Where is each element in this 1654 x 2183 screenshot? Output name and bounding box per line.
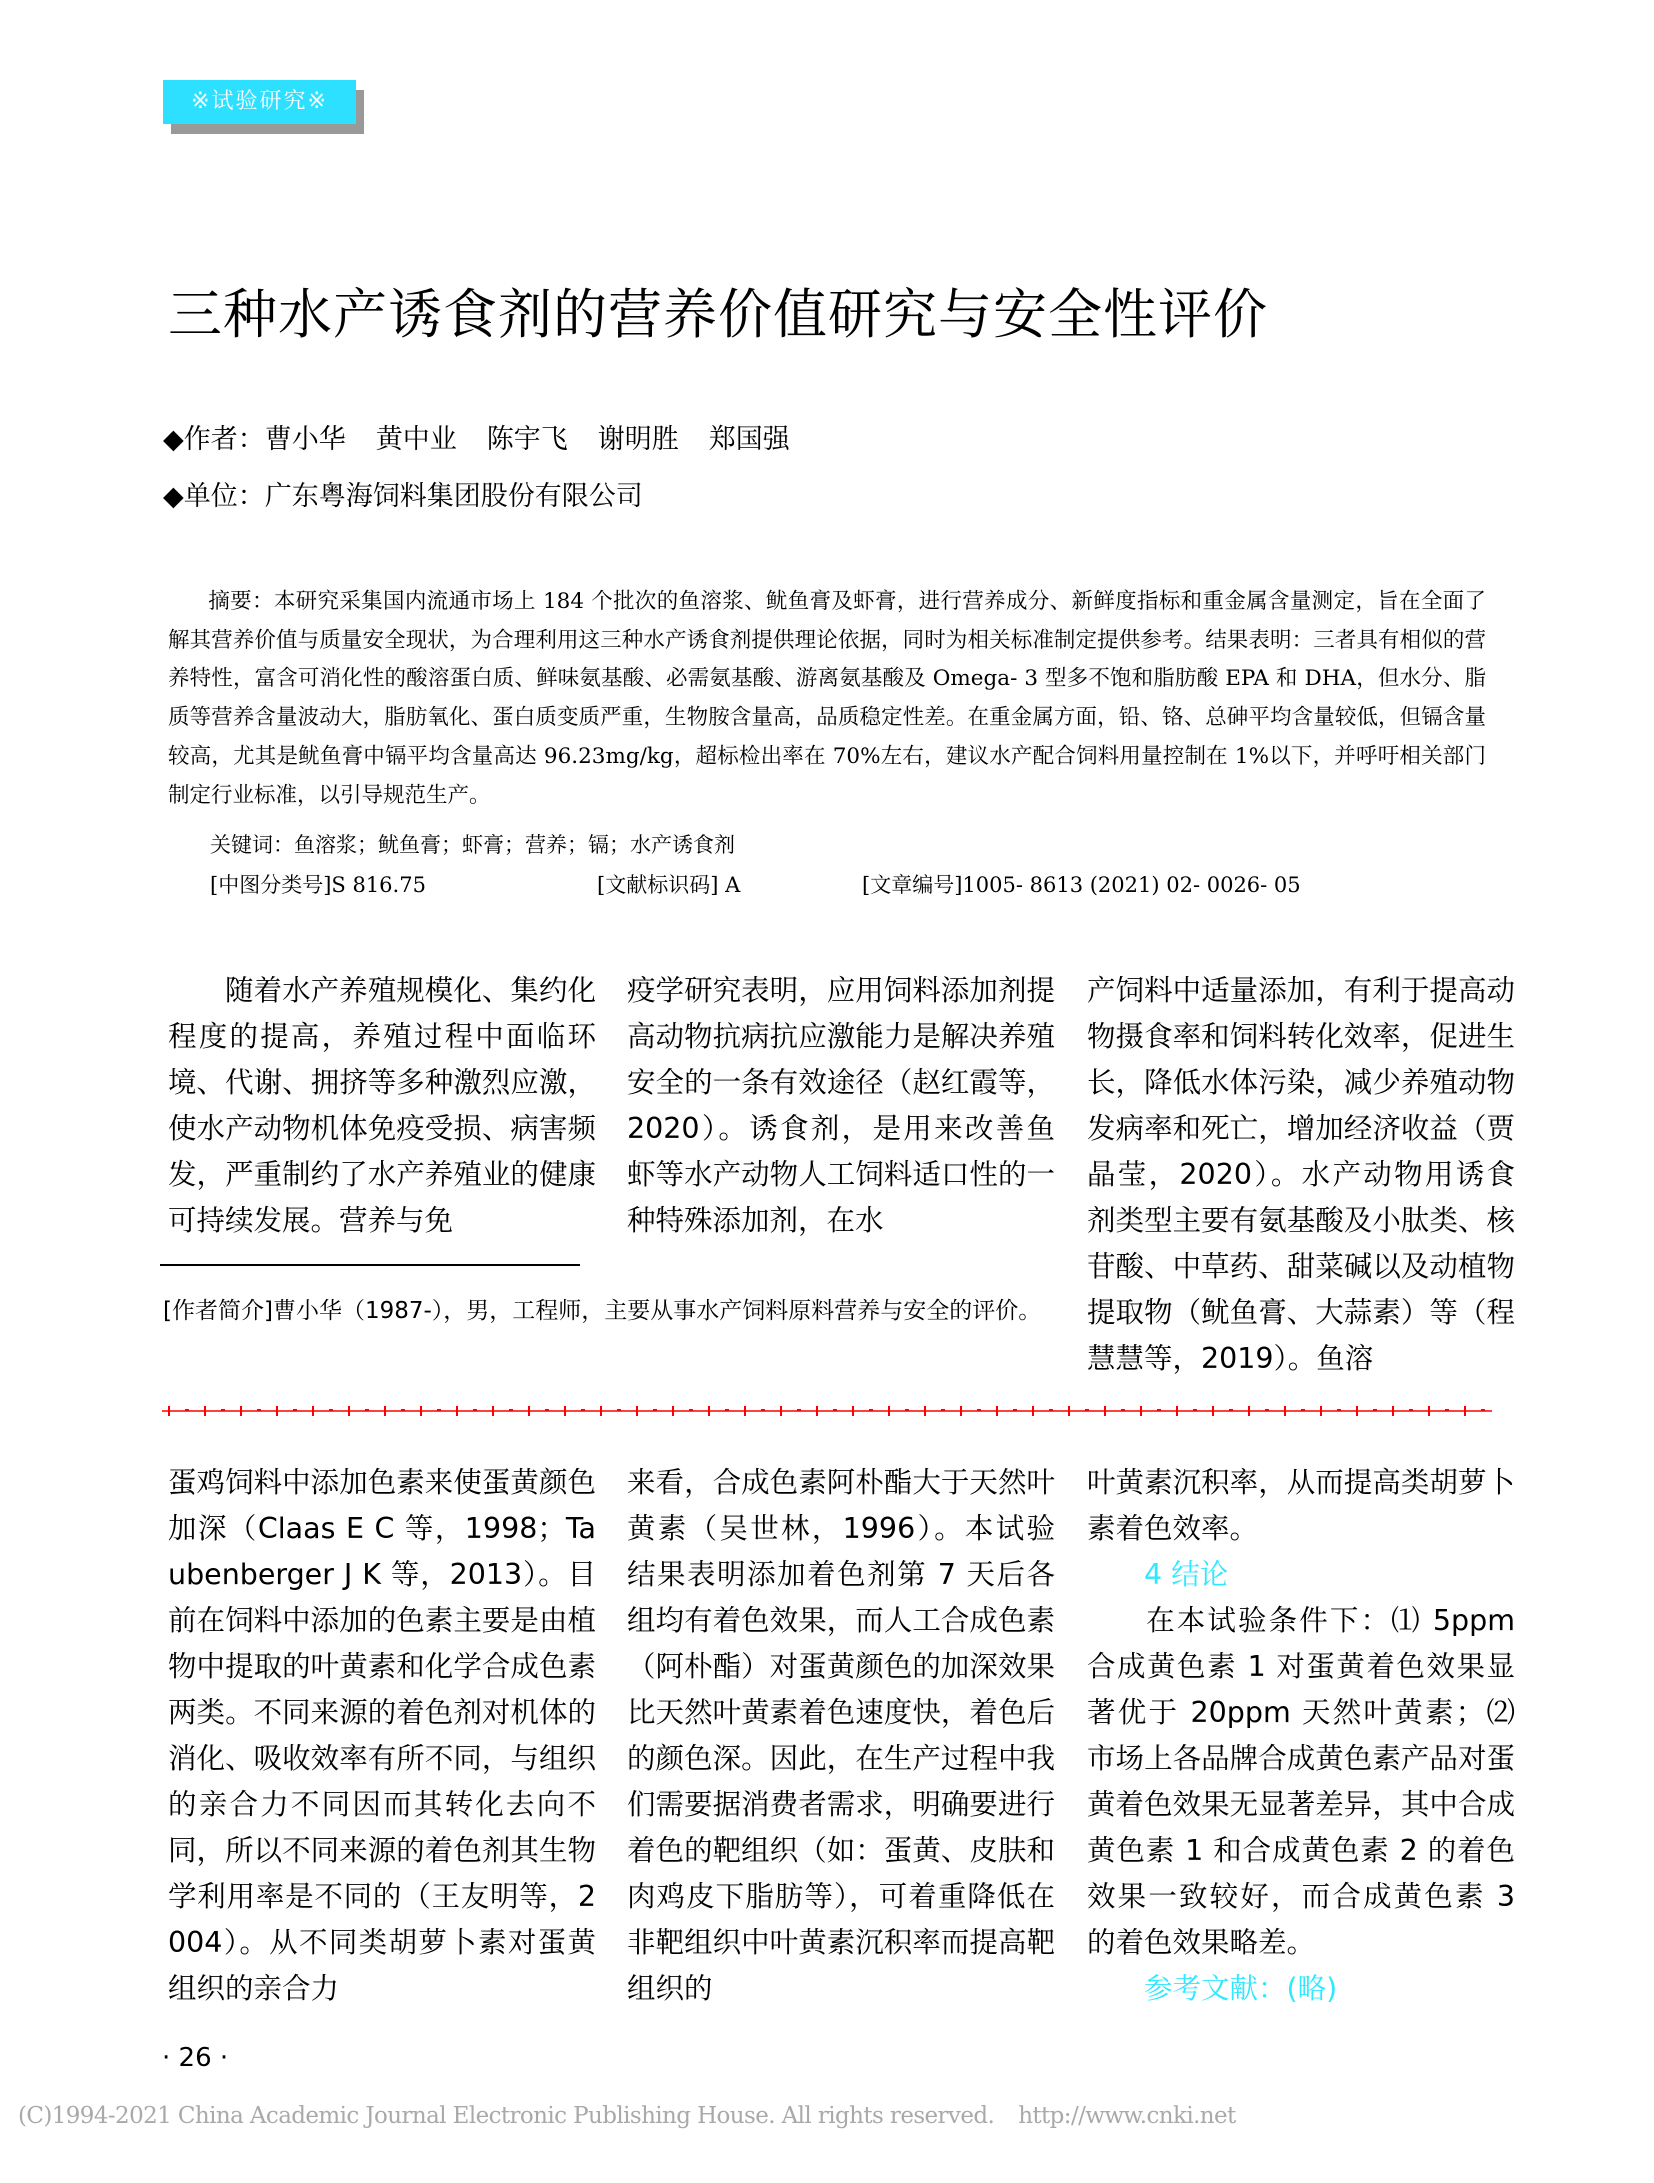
copyright-text: (C)1994-2021 China Academic Journal Electronic Publishing House. All rights reserved.: [18, 2103, 995, 2129]
divider-mark: [384, 1406, 386, 1416]
divider-dot: [293, 1409, 297, 1411]
paragraph: 随着水产养殖规模化、集约化程度的提高，养殖过程中面临环境、代谢、拥挤等多种激烈应激，使水产动物机体免疫受损、病害频发，严重制约了水产养殖业的健康可持续发展。营养与免: [168, 974, 596, 1237]
divider-dot: [365, 1409, 369, 1411]
divider-dot: [941, 1409, 945, 1411]
section-tag: [163, 80, 363, 136]
divider-mark: [1428, 1406, 1430, 1416]
divider-mark: [924, 1406, 926, 1416]
article-title: 三种水产诱食剂的营养价值研究与安全性评价: [168, 283, 1268, 346]
source-url[interactable]: http://www.cnki.net: [1018, 2103, 1236, 2129]
divider-dot: [1013, 1409, 1017, 1411]
document-code: [597, 867, 740, 903]
divider-mark: [996, 1406, 998, 1416]
affiliation: 广东粤海饲料集团股份有限公司: [264, 481, 643, 512]
divider-mark: [1068, 1406, 1070, 1416]
abstract: [168, 583, 1486, 815]
body-column-2-continued: [627, 1460, 1055, 2012]
divider-mark: [672, 1406, 674, 1416]
divider-mark: [528, 1406, 530, 1416]
divider-mark: [888, 1406, 890, 1416]
doc-code-label: [文献标识码]: [597, 873, 719, 897]
divider-mark: [1320, 1406, 1322, 1416]
paragraph: 产饲料中适量添加，有利于提高动物摄食率和饲料转化效率，促进生长，降低水体污染，减少养殖动物发病率和死亡，增加经济收益（贾晶莹，2020）。水产动物用诱食剂类型主要有氨基酸及小肽类、核苷酸、中草药、甜菜碱以及动植物提取物（鱿鱼膏、大蒜素）等（程慧慧等，2019）。鱼溶: [1087, 974, 1515, 1375]
divider-mark: [276, 1406, 278, 1416]
conclusion-heading: 4 结论: [1144, 1558, 1229, 1591]
abstract-label: 摘要：: [208, 589, 274, 614]
footnote-rule: [160, 1264, 580, 1266]
divider-mark: [168, 1406, 170, 1416]
author-name: 谢明胜: [597, 424, 679, 455]
divider-dot: [1481, 1409, 1485, 1411]
divider-mark: [204, 1406, 206, 1416]
conclusion-text: 在本试验条件下：⑴ 5ppm 合成黄色素 1 对蛋黄着色效果显著优于 20ppm 天然叶黄素；⑵ 市场上各品牌合成黄色素产品对蛋黄着色效果无显著差异，其中合成黄色素 1 和合成黄色素 2 的着色效果一致较好，而合成黄色素 3 的着色效果略差。: [1087, 1604, 1515, 1959]
divider-dot: [437, 1409, 441, 1411]
divider-dot: [761, 1409, 765, 1411]
copyright-footer: [18, 2099, 1236, 2133]
body-column-1: [168, 968, 596, 1244]
divider-dot: [1301, 1409, 1305, 1411]
divider-dot: [905, 1409, 909, 1411]
divider-dot: [833, 1409, 837, 1411]
paragraph: 疫学研究表明，应用饲料添加剂提高动物抗病抗应激能力是解决养殖安全的一条有效途径（赵红霞等，2020）。诱食剂，是用来改善鱼虾等水产动物人工饲料适口性的一种特殊添加剂，在水: [627, 974, 1055, 1237]
article-no-value: 1005- 8613 (2021) 02- 0026- 05: [962, 873, 1301, 897]
authors-line: [163, 422, 790, 458]
author-name: 郑国强: [708, 424, 790, 455]
divider-dot: [185, 1409, 189, 1411]
paragraph: 来看，合成色素阿朴酯大于天然叶黄素（吴世林，1996）。本试验结果表明添加着色剂第 7 天后各组均有着色效果，而人工合成色素（阿朴酯）对蛋黄颜色的加深效果比天然叶黄素着色速度快，着色后的颜色深。因此，在生产过程中我们需要据消费者需求，明确要进行着色的靶组织（如：蛋黄、皮肤和肉鸡皮下脂肪等），可着重降低在非靶组织中叶黄素沉积率而提高靶组织的: [627, 1466, 1055, 2005]
article-divider: [162, 1404, 1492, 1418]
divider-mark: [240, 1406, 242, 1416]
authors-label: ◆作者：: [163, 424, 265, 455]
divider-dot: [581, 1409, 585, 1411]
divider-mark: [1032, 1406, 1034, 1416]
divider-dot: [1337, 1409, 1341, 1411]
divider-mark: [1464, 1406, 1466, 1416]
clc-label: [中图分类号]: [210, 873, 332, 897]
divider-mark: [1176, 1406, 1178, 1416]
body-column-2: [627, 968, 1055, 1244]
divider-dot: [977, 1409, 981, 1411]
divider-dot: [1265, 1409, 1269, 1411]
paragraph: 蛋鸡饲料中添加色素来使蛋黄颜色加深（Claas E C 等，1998；Taubenberger J K 等，2013）。目前在饲料中添加的色素主要是由植物中提取的叶黄素和化学合成色素两类。不同来源的着色剂对机体的消化、吸收效率有所不同，与组织的亲合力不同因而其转化去向不同，所以不同来源的着色剂其生物学利用率是不同的（王友明等，2004）。从不同类胡萝卜素对蛋黄组织的亲合力: [168, 1466, 596, 2005]
divider-dot: [725, 1409, 729, 1411]
divider-dot: [401, 1409, 405, 1411]
divider-mark: [1140, 1406, 1142, 1416]
author-name: 黄中业: [375, 424, 457, 455]
divider-mark: [780, 1406, 782, 1416]
article-number: [862, 867, 1301, 903]
divider-mark: [456, 1406, 458, 1416]
divider-dot: [1085, 1409, 1089, 1411]
divider-mark: [960, 1406, 962, 1416]
divider-dot: [473, 1409, 477, 1411]
divider-mark: [744, 1406, 746, 1416]
divider-mark: [1356, 1406, 1358, 1416]
divider-mark: [1212, 1406, 1214, 1416]
divider-mark: [1104, 1406, 1106, 1416]
divider-dot: [1121, 1409, 1125, 1411]
divider-mark: [420, 1406, 422, 1416]
divider-dot: [689, 1409, 693, 1411]
divider-mark: [564, 1406, 566, 1416]
divider-dot: [221, 1409, 225, 1411]
affiliation-line: [163, 479, 643, 515]
divider-mark: [312, 1406, 314, 1416]
divider-dot: [1445, 1409, 1449, 1411]
body-column-1-continued: [168, 1460, 596, 2012]
divider-mark: [708, 1406, 710, 1416]
divider-dot: [869, 1409, 873, 1411]
divider-dot: [329, 1409, 333, 1411]
divider-mark: [1284, 1406, 1286, 1416]
clc-value: S 816.75: [331, 873, 426, 897]
divider-dot: [1157, 1409, 1161, 1411]
author-footnote: [作者简介]曹小华（1987-），男，工程师，主要从事水产饲料原料营养与安全的评价。: [163, 1298, 1042, 1324]
doc-code-value: A: [718, 873, 741, 897]
divider-mark: [1248, 1406, 1250, 1416]
divider-mark: [492, 1406, 494, 1416]
divider-dot: [1229, 1409, 1233, 1411]
keywords: 关键词：鱼溶浆；鱿鱼膏；虾膏；营养；镉；水产诱食剂: [210, 833, 735, 857]
divider-mark: [600, 1406, 602, 1416]
section-tag-label: ※试验研究※: [163, 80, 356, 124]
affiliation-label: ◆单位：: [163, 481, 265, 512]
author-name: 曹小华: [264, 424, 346, 455]
author-name: 陈宇飞: [486, 424, 568, 455]
divider-dot: [545, 1409, 549, 1411]
divider-mark: [1392, 1406, 1394, 1416]
abstract-text: 本研究采集国内流通市场上 184 个批次的鱼溶浆、鱿鱼膏及虾膏，进行营养成分、新鲜度指标和重金属含量测定，旨在全面了解其营养价值与质量安全现状，为合理利用这三种水产诱食剂提供理论依据，同时为相关标准制定提供参考。结果表明：三者具有相似的营养特性，富含可消化性的酸溶蛋白质、鲜味氨基酸、必需氨基酸、游离氨基酸及 Omega- 3 型多不饱和脂肪酸 EPA 和 DHA，但水分、脂质等营养含量波动大，脂肪氧化、蛋白质变质严重，生物胺含量高，品质稳定性差。在重金属方面，铅、铬、总砷平均含量较低，但镉含量较高，尤其是鱿鱼膏中镉平均含量高达 96.23mg/kg，超标检出率在 70%左右，建议水产配合饲料用量控制在 1%以下，并呼吁相关部门制定行业标准，以引导规范生产。: [168, 589, 1486, 808]
divider-dot: [1193, 1409, 1197, 1411]
divider-dot: [1049, 1409, 1053, 1411]
references-heading: 参考文献：(略): [1144, 1972, 1338, 2005]
paragraph: 叶黄素沉积率，从而提高类胡萝卜素着色效率。: [1087, 1466, 1515, 1545]
divider-dot: [257, 1409, 261, 1411]
divider-dot: [653, 1409, 657, 1411]
body-column-3: [1087, 968, 1515, 1382]
divider-dot: [1373, 1409, 1377, 1411]
divider-dot: [509, 1409, 513, 1411]
divider-dot: [797, 1409, 801, 1411]
article-no-label: [文章编号]: [862, 873, 963, 897]
divider-dot: [1409, 1409, 1413, 1411]
page-number: · 26 ·: [162, 2043, 229, 2073]
divider-dot: [617, 1409, 621, 1411]
divider-mark: [348, 1406, 350, 1416]
body-column-3-continued: [1087, 1460, 1515, 2012]
divider-mark: [852, 1406, 854, 1416]
divider-mark: [816, 1406, 818, 1416]
clc-number: [210, 867, 426, 903]
divider-mark: [636, 1406, 638, 1416]
